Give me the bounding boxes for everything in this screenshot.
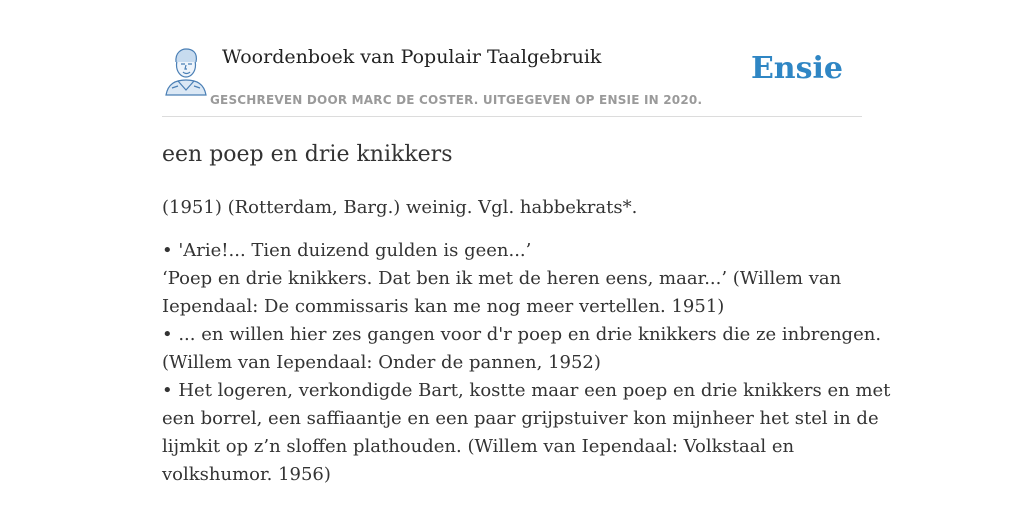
entry-definition: (1951) (Rotterdam, Barg.) weinig. Vgl. habbekrats*. [162, 197, 638, 218]
citation-line: Iependaal: De commissaris kan me nog meer vertellen. 1951) [162, 296, 725, 317]
citation-line: ‘Poep en drie knikkers. Dat ben ik met de heren eens, maar...’ (Willem van [162, 268, 842, 289]
citation-line: • Het logeren, verkondigde Bart, kostte maar een poep en drie knikkers en met [162, 380, 891, 401]
ensie-logo-link[interactable]: Ensie [750, 51, 843, 86]
citation-line: • ... en willen hier zes gangen voor d'r poep en drie knikkers die ze inbrengen. [162, 324, 882, 345]
citation-line: • 'Arie!... Tien duizend gulden is geen...’ [162, 240, 532, 261]
citation-line: volkshumor. 1956) [162, 464, 331, 485]
entry-title: een poep en drie knikkers [162, 142, 453, 167]
citation-line: (Willem van Iependaal: Onder de pannen, 1952) [162, 352, 601, 373]
header [162, 40, 862, 117]
author-portrait-icon[interactable] [164, 46, 208, 96]
citation-list [162, 237, 891, 489]
citation-line: een borrel, een saffiaantje en een paar grijpstuiver kon mijnheer het stel in de [162, 408, 879, 429]
entry-content [162, 140, 891, 489]
author-byline: GESCHREVEN DOOR MARC DE COSTER. UITGEGEVEN OP ENSIE IN 2020. [210, 93, 703, 107]
citation-line: lijmkit op z’n sloffen plathouden. (Willem van Iependaal: Volkstaal en [162, 436, 795, 457]
book-title[interactable]: Woordenboek van Populair Taalgebruik [222, 46, 602, 68]
